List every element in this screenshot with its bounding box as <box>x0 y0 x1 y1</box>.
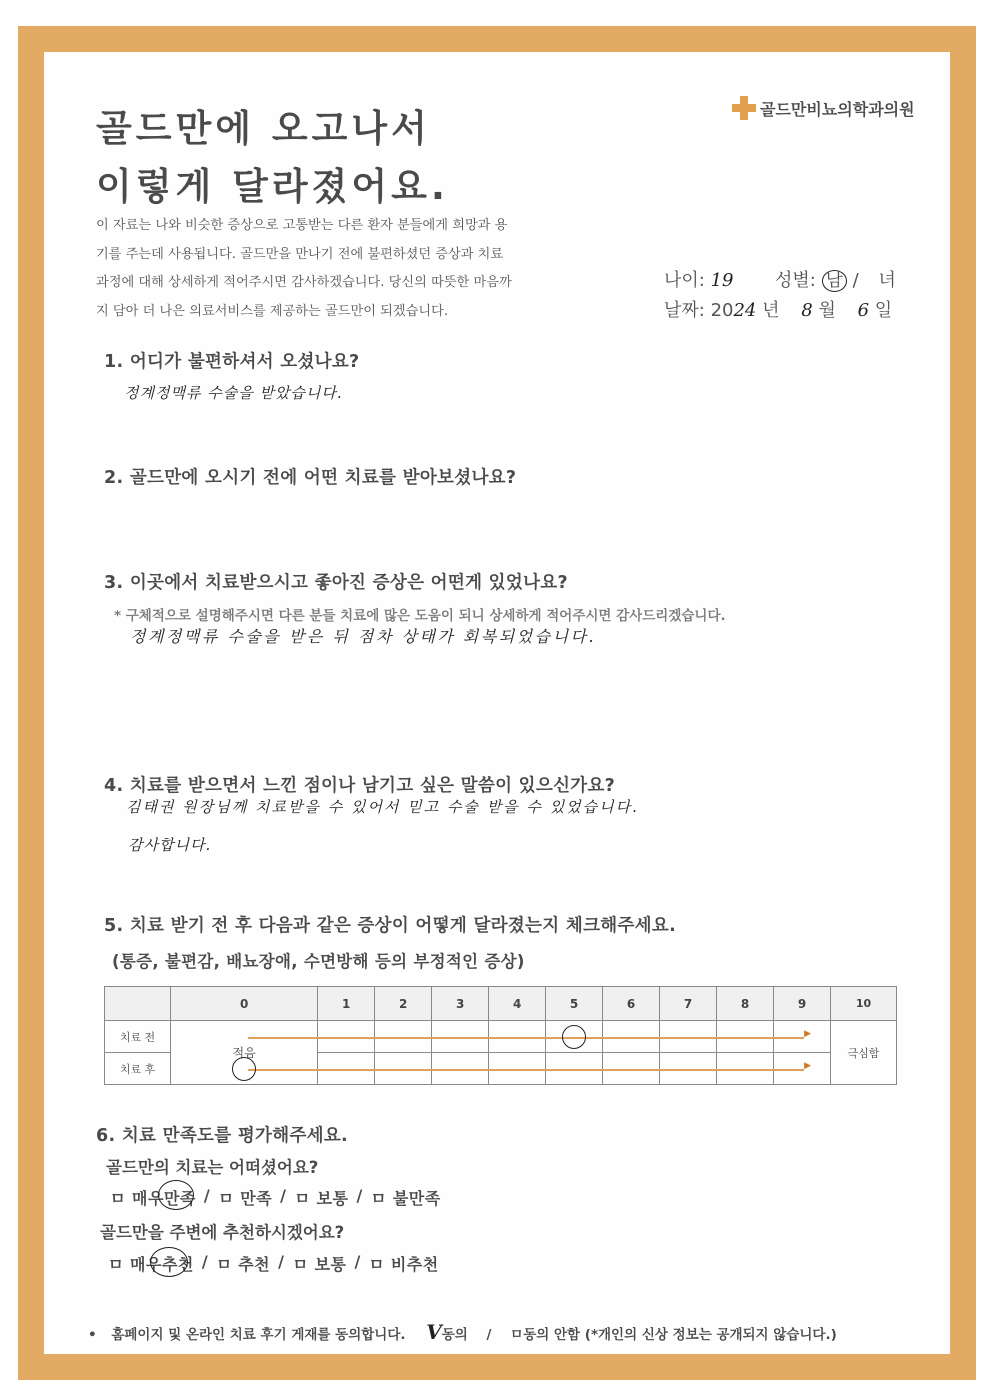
option-very-satisfied[interactable]: ㅁ 매우만족 <box>110 1189 196 1208</box>
year-unit: 년 <box>762 300 780 321</box>
option-separator: / <box>201 1252 209 1271</box>
option-separator: / <box>278 1252 285 1271</box>
page-title <box>96 100 449 216</box>
scale-value: 4 <box>489 987 546 1021</box>
consent-row <box>88 1320 837 1344</box>
scale-header-row <box>105 987 897 1021</box>
question-6-sub-2: 골드만을 주변에 추천하시겠어요? <box>100 1223 345 1242</box>
scale-value: 3 <box>432 987 489 1021</box>
row-before-label: 치료 전 <box>105 1021 171 1053</box>
intro-paragraph <box>96 212 566 326</box>
scale-value: 6 <box>603 987 660 1021</box>
row-after-label: 치료 후 <box>105 1053 171 1085</box>
question-4: 4. 치료를 받으면서 느낀 점이나 남기고 싶은 말씀이 있으신가요? <box>104 776 616 796</box>
option-separator: / <box>356 1186 363 1205</box>
age-label: 나이: <box>664 270 705 291</box>
cross-icon <box>732 96 756 120</box>
sex-male-option[interactable]: 남 <box>822 270 847 292</box>
option-not-recommend[interactable]: ㅁ 비추천 <box>368 1255 439 1274</box>
title-line-2: 이렇게 달라졌어요. <box>96 165 449 208</box>
scale-corner <box>105 987 171 1021</box>
consent-separator: / <box>486 1327 492 1343</box>
clinic-logo <box>732 96 915 120</box>
low-label: 적음 <box>232 1046 256 1060</box>
sex-label: 성별: <box>774 270 816 291</box>
question-1: 1. 어디가 불편하셔서 오셨나요? <box>104 352 360 372</box>
scale-value: 1 <box>318 987 375 1021</box>
scale-value: 8 <box>717 987 774 1021</box>
option-neutral[interactable]: ㅁ 보통 <box>294 1189 349 1208</box>
consent-disagree[interactable]: ㅁ동의 안함 <box>510 1327 581 1343</box>
option-separator: / <box>354 1252 361 1271</box>
answer-3[interactable]: 정계정맥류 수술을 받은 뒤 점차 상태가 회복되었습니다. <box>130 627 597 646</box>
consent-bullet: • <box>88 1327 97 1343</box>
question-2: 2. 골드만에 오시기 전에 어떤 치료를 받아보셨나요? <box>104 468 517 488</box>
date-label: 날짜: <box>664 300 705 321</box>
clinic-name: 골드만비뇨의학과의원 <box>760 99 915 119</box>
year-value: 24 <box>733 300 757 321</box>
sex-female-option[interactable]: 녀 <box>878 270 896 291</box>
question-5: 5. 치료 받기 전 후 다음과 같은 증상이 어떻게 달라졌는지 체크해주세요. <box>104 916 677 936</box>
patient-meta <box>664 266 896 326</box>
question-5-subtitle: (통증, 불편감, 배뇨장애, 수면방해 등의 부정적인 증상) <box>112 952 525 971</box>
recommend-selected-circle <box>150 1247 188 1277</box>
age-sex-row <box>664 266 896 296</box>
scale-value: 7 <box>660 987 717 1021</box>
month-value: 8 <box>801 300 813 321</box>
consent-note: (*개인의 신상 정보는 공개되지 않습니다.) <box>584 1327 837 1343</box>
scale-value: 9 <box>773 987 830 1021</box>
age-value: 19 <box>710 270 734 291</box>
consent-agree[interactable]: 동의 <box>441 1327 468 1343</box>
after-mark-circle <box>232 1057 256 1081</box>
arrow-before <box>248 1037 804 1039</box>
question-6-sub-1: 골드만의 치료는 어떠셨어요? <box>106 1158 319 1177</box>
arrow-after <box>248 1069 804 1071</box>
answer-1[interactable]: 정계정맥류 수술을 받았습니다. <box>124 384 343 402</box>
option-neutral[interactable]: ㅁ 보통 <box>292 1255 347 1274</box>
title-line-1: 골드만에 오고나서 <box>96 107 431 150</box>
year-prefix: 20 <box>710 300 734 321</box>
high-label-cell <box>831 1021 897 1085</box>
sex-separator: / <box>852 270 859 291</box>
high-label: 극심함 <box>847 1046 880 1060</box>
before-mark-circle <box>562 1025 586 1049</box>
intro-line: 과정에 대해 상세하게 적어주시면 감사하겠습니다. 당신의 따뜻한 마음까 <box>96 275 512 290</box>
intro-line: 지 담아 더 나은 의료서비스를 제공하는 골드만이 되겠습니다. <box>96 303 449 319</box>
answer-4-line-1[interactable]: 김태권 원장님께 치료받을 수 있어서 믿고 수술 받을 수 있었습니다. <box>126 798 639 816</box>
consent-check-mark[interactable]: V <box>426 1320 442 1344</box>
day-unit: 일 <box>874 300 893 321</box>
date-row <box>664 296 896 326</box>
satisfaction-selected-circle <box>158 1180 194 1210</box>
scale-value: 2 <box>375 987 432 1021</box>
scale-value: 5 <box>546 987 603 1021</box>
scale-value: 0 <box>171 987 318 1021</box>
option-unsatisfied[interactable]: ㅁ 불만족 <box>370 1189 441 1208</box>
scale-value: 10 <box>831 987 897 1021</box>
day-value: 6 <box>857 300 870 321</box>
option-separator: / <box>280 1186 287 1205</box>
question-3-note: * 구체적으로 설명해주시면 다른 분들 치료에 많은 도움이 되니 상세하게 적어주시면 감사드리겠습니다. <box>114 608 726 624</box>
question-6: 6. 치료 만족도를 평가해주세요. <box>96 1126 349 1146</box>
month-unit: 월 <box>818 300 836 321</box>
intro-line: 기를 주는데 사용됩니다. 골드만을 만나기 전에 불편하셨던 증상과 치료 <box>96 246 504 262</box>
answer-4-line-2[interactable]: 감사합니다. <box>128 836 212 854</box>
option-highly-recommend[interactable]: ㅁ 매우추천 <box>108 1255 194 1274</box>
option-satisfied[interactable]: ㅁ 만족 <box>218 1189 273 1208</box>
consent-text: 홈페이지 및 온라인 치료 후기 게재를 동의합니다. <box>111 1327 406 1343</box>
option-recommend[interactable]: ㅁ 추천 <box>216 1255 271 1274</box>
option-separator: / <box>203 1186 211 1205</box>
intro-line: 이 자료는 나와 비슷한 증상으로 고통받는 다른 환자 분들에게 희망과 용 <box>96 218 508 233</box>
question-3: 3. 이곳에서 치료받으시고 좋아진 증상은 어떤게 있었나요? <box>104 573 568 593</box>
